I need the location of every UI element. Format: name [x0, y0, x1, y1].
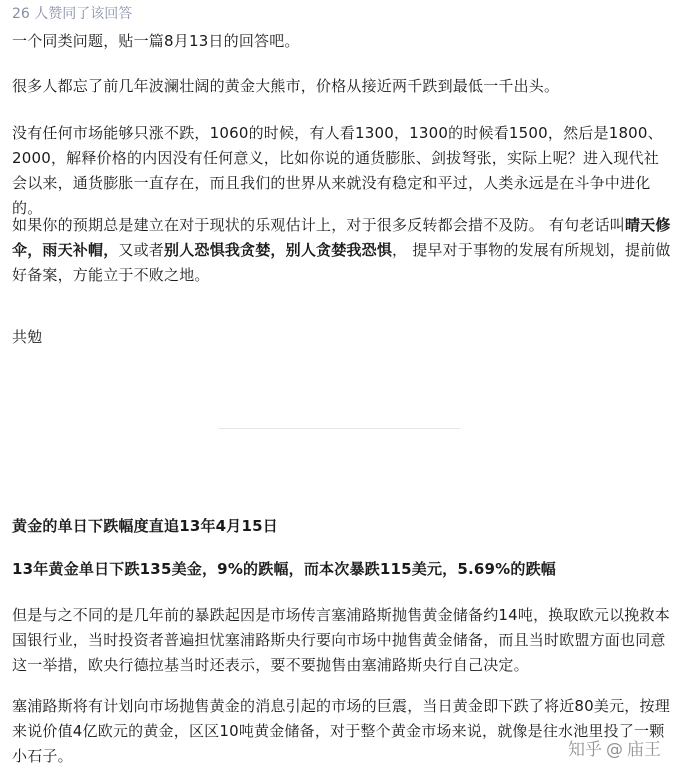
section-divider — [218, 428, 460, 429]
paragraph-expectations — [12, 213, 672, 288]
paragraph-cyprus-background: 但是与之不同的是几年前的暴跌起因是市场传言塞浦路斯抛售黄金储备约14吨，换取欧元以挽救本国银行业，当时投资者普遍担忧塞浦路斯央行要向市场中抛售黄金储备，而且当时欧盟方面也同意这一举措，欧央行德拉基当时还表示，要不要抛售由塞浦路斯央行自己决定。 — [12, 606, 670, 674]
vote-count[interactable]: 26 人赞同了该回答 — [12, 6, 133, 22]
proverb-fear-greed: 别人恐惧我贪婪，别人贪婪我恐惧 — [164, 241, 393, 259]
paragraph-intro: 一个同类问题，贴一篇8月13日的回答吧。 — [12, 32, 300, 50]
zhihu-watermark — [568, 738, 661, 762]
paragraph-bear-market: 很多人都忘了前几年波澜壮阔的黄金大熊市，价格从接近两千跌到最低一千出头。 — [12, 77, 560, 95]
watermark-separator: @ — [606, 740, 623, 760]
expectations-text-1: 如果你的预期总是建立在对于现状的乐观估计上，对于很多反转都会措不及防。 有句老话叫 — [12, 216, 625, 234]
expectations-text-3: ， 提早对于事物的发展有所规划，提前做好备案，方能立于不败之地。 — [12, 241, 671, 284]
paragraph-closing: 共勉 — [12, 328, 43, 346]
paragraph-cyprus-impact: 塞浦路斯将有计划向市场抛售黄金的消息引起的市场的巨震，当日黄金即下跌了将近80美元，按理来说价值4亿欧元的黄金，区区10吨黄金储备，对于整个黄金市场来说，就像是往水池里投了一颗小石子。 — [12, 697, 670, 765]
watermark-site: 知乎 — [568, 740, 602, 760]
expectations-text-2: 又或者 — [118, 241, 165, 259]
paragraph-no-market-only-rises: 没有任何市场能够只涨不跌，1060的时候，有人看1300，1300的时候看1500，然后是1800、2000，解释价格的内因没有任何意义，比如你说的通货膨胀、剑拔弩张，实际上呢？进入现代社会以来，通货膨胀一直存在，而且我们的世界从来就没有稳定和平过，人类永远是在斗争中进化的。 — [12, 124, 663, 217]
watermark-author: 庙王 — [627, 740, 661, 760]
heading-drop-comparison: 13年黄金单日下跌135美金，9%的跌幅，而本次暴跌115美元，5.69%的跌幅 — [12, 560, 557, 578]
heading-daily-drop: 黄金的单日下跌幅度直追13年4月15日 — [12, 517, 278, 535]
proverb-umbrella: 晴天修伞，雨天补帽， — [12, 216, 671, 259]
